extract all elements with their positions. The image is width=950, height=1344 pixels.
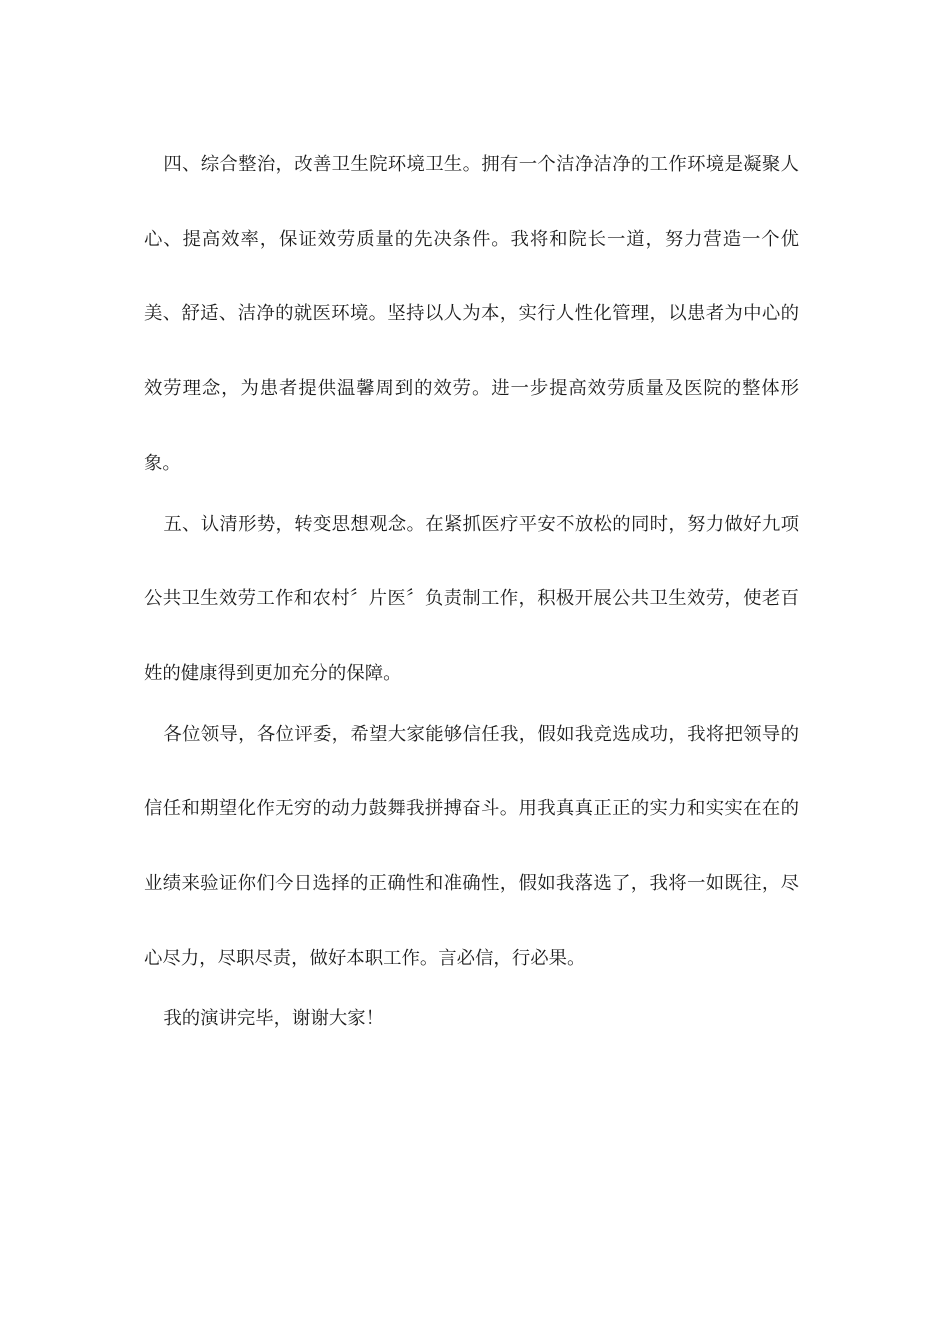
paragraph-section-five: 五、认清形势，转变思想观念。在紧抓医疗平安不放松的同时，努力做好九项公共卫生效劳工作和农村〞片医〞负责制工作，积极开展公共卫生效劳，使老百姓的健康得到更加充分的保障。 [144,513,799,684]
paragraph-section-four: 四、综合整治，改善卫生院环境卫生。拥有一个洁净洁净的工作环境是凝聚人心、提高效率，保证效劳质量的先决条件。我将和院长一道，努力营造一个优美、舒适、洁净的就医环境。坚持以人为本，实行人性化管理，以患者为中心的效劳理念，为患者提供温馨周到的效劳。进一步提高效劳质量及医院的整体形象。 [144,154,799,474]
paragraph-appeal: 各位领导，各位评委，希望大家能够信任我，假如我竞选成功，我将把领导的信任和期望化作无穷的动力鼓舞我拼搏奋斗。用我真真正正的实力和实实在在的业绩来验证你们今日选择的正确性和准确性，假如我落选了，我将一如既往，尽心尽力，尽职尽责，做好本职工作。言必信，行必果。 [144,723,799,969]
paragraph-closing: 我的演讲完毕，谢谢大家！ [163,1008,385,1030]
document-body [144,128,799,1057]
